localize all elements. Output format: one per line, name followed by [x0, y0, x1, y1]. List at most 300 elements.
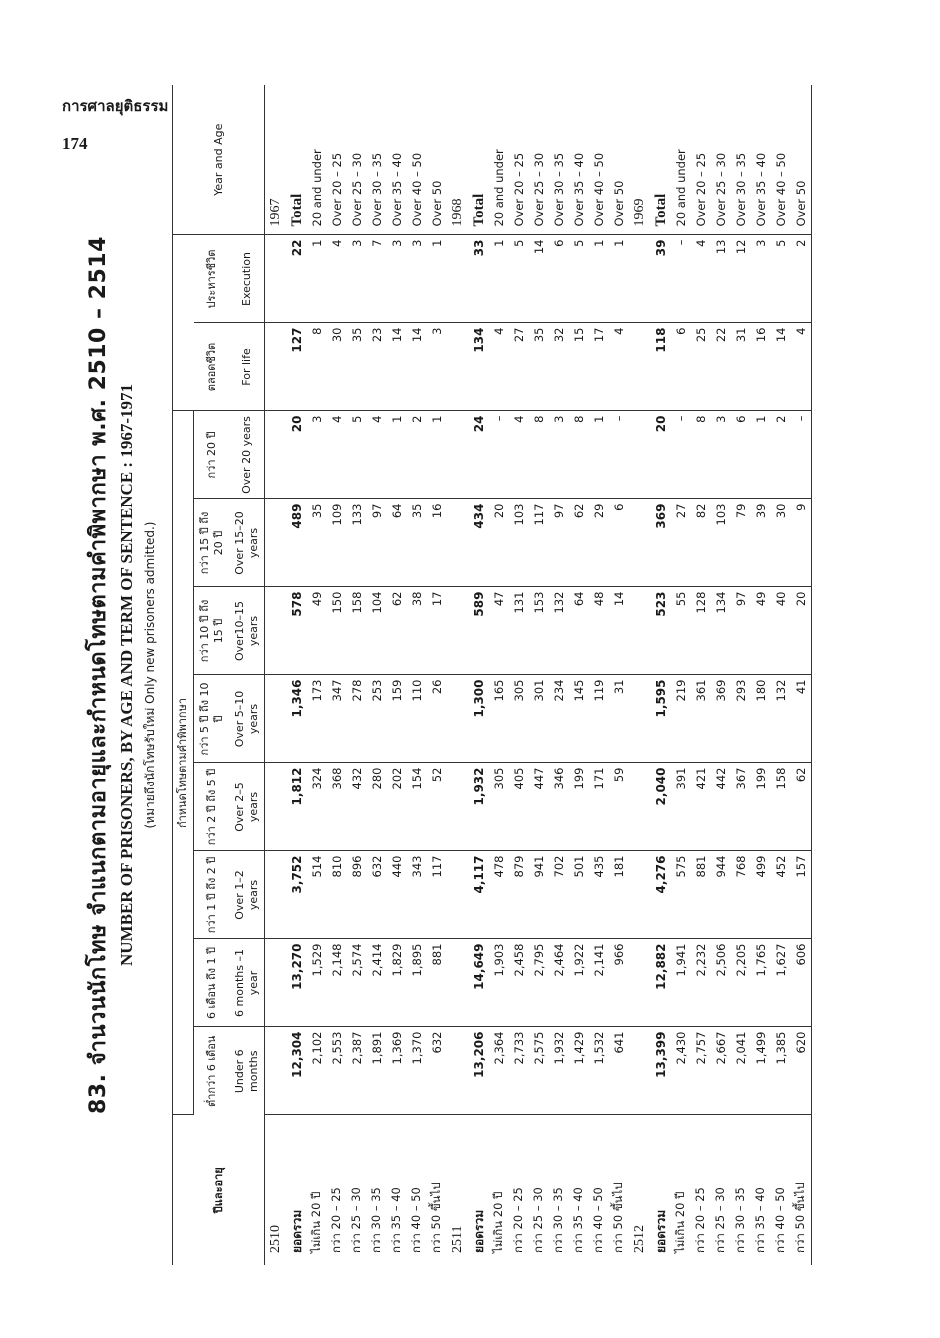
- value-cell: 158: [771, 763, 791, 851]
- value-cell: –: [671, 235, 691, 323]
- row-label-english: Over 35 – 40: [387, 85, 407, 235]
- page-number: 174: [62, 134, 88, 153]
- value-cell: 369: [711, 675, 731, 763]
- value-cell: 2,795: [529, 939, 549, 1027]
- value-cell: 52: [427, 763, 447, 851]
- value-cell: 35: [529, 323, 549, 411]
- empty-cell: [447, 411, 469, 499]
- empty-cell: [265, 675, 288, 763]
- value-cell: 2,458: [509, 939, 529, 1027]
- value-cell: 31: [609, 675, 629, 763]
- value-cell: 118: [651, 323, 671, 411]
- value-cell: 55: [671, 587, 691, 675]
- value-cell: 202: [387, 763, 407, 851]
- value-cell: 2,205: [731, 939, 751, 1027]
- table-titles: [80, 85, 168, 1265]
- value-cell: 173: [307, 675, 327, 763]
- value-cell: 131: [509, 587, 529, 675]
- value-cell: 1,922: [569, 939, 589, 1027]
- value-cell: 435: [589, 851, 609, 939]
- value-cell: 489: [287, 499, 307, 587]
- empty-cell: [447, 851, 469, 939]
- value-cell: 2,414: [367, 939, 387, 1027]
- value-cell: 3: [347, 235, 367, 323]
- value-cell: 499: [751, 851, 771, 939]
- row-label-english: 20 and under: [671, 85, 691, 235]
- value-cell: 39: [651, 235, 671, 323]
- value-cell: 434: [469, 499, 489, 587]
- value-cell: 1: [609, 235, 629, 323]
- table-row: [751, 85, 771, 1265]
- row-label-thai: กว่า 30 – 35: [369, 1187, 383, 1253]
- row-label-thai: ยอดรวม: [289, 1209, 304, 1253]
- value-cell: 452: [771, 851, 791, 939]
- value-cell: 27: [509, 323, 529, 411]
- year-label-thai: 2512: [632, 1225, 647, 1253]
- row-label-thai: ยอดรวม: [653, 1209, 668, 1253]
- table-row: [489, 85, 509, 1265]
- value-cell: 12: [731, 235, 751, 323]
- empty-cell: [447, 587, 469, 675]
- row-label-english: Over 20 – 25: [509, 85, 529, 235]
- year-label-thai: 2511: [450, 1225, 465, 1253]
- row-label-english: Total: [651, 85, 671, 235]
- row-label-english: Over 35 – 40: [569, 85, 589, 235]
- value-cell: –: [791, 411, 812, 499]
- empty-cell: [447, 763, 469, 851]
- row-label-english: Total: [469, 85, 489, 235]
- value-cell: 1,891: [367, 1027, 387, 1115]
- column-header-english: Over10–15 years: [230, 587, 265, 675]
- value-cell: 132: [771, 675, 791, 763]
- value-cell: 1: [751, 411, 771, 499]
- row-label-thai: ยอดรวม: [471, 1209, 486, 1253]
- table-row: [671, 85, 691, 1265]
- value-cell: 4: [489, 323, 509, 411]
- value-cell: 14: [609, 587, 629, 675]
- row-label-english: Total: [287, 85, 307, 235]
- column-header-english: For life: [230, 323, 265, 411]
- value-cell: 6: [731, 411, 751, 499]
- total-row: [287, 85, 307, 1265]
- table-row: [509, 85, 529, 1265]
- value-cell: 22: [711, 323, 731, 411]
- value-cell: 234: [549, 675, 569, 763]
- row-label-english: Over 50: [791, 85, 812, 235]
- value-cell: 1: [307, 235, 327, 323]
- value-cell: 391: [671, 763, 691, 851]
- column-header-thai: กว่า 5 ปี ถึง 10 ปี: [194, 675, 231, 763]
- value-cell: 97: [367, 499, 387, 587]
- empty-cell: [629, 235, 651, 323]
- value-cell: 31: [731, 323, 751, 411]
- value-cell: 4: [327, 235, 347, 323]
- value-cell: 4: [509, 411, 529, 499]
- rotated-table-sheet: [80, 85, 880, 1265]
- value-cell: 4,276: [651, 851, 671, 939]
- value-cell: 1,499: [751, 1027, 771, 1115]
- column-header-thai: ประหารชีวิต: [194, 235, 231, 323]
- row-label-thai: กว่า 35 – 40: [753, 1187, 767, 1253]
- value-cell: 442: [711, 763, 731, 851]
- year-label-english: 1967: [265, 85, 288, 235]
- value-cell: 8: [691, 411, 711, 499]
- value-cell: 6: [671, 323, 691, 411]
- column-header-english: Under 6 months: [230, 1027, 265, 1115]
- value-cell: 2,040: [651, 763, 671, 851]
- table-row: [731, 85, 751, 1265]
- value-cell: 2,667: [711, 1027, 731, 1115]
- total-row: [651, 85, 671, 1265]
- value-cell: 280: [367, 763, 387, 851]
- row-label-thai: กว่า 40 – 50: [409, 1187, 423, 1253]
- column-header-thai: กว่า 10 ปี ถึง 15 ปี: [194, 587, 231, 675]
- row-label-thai: กว่า 30 – 35: [551, 1187, 565, 1253]
- value-cell: 29: [589, 499, 609, 587]
- value-cell: 117: [427, 851, 447, 939]
- value-cell: 1: [387, 411, 407, 499]
- value-cell: 421: [691, 763, 711, 851]
- table-row: [327, 85, 347, 1265]
- value-cell: 2,387: [347, 1027, 367, 1115]
- row-label-english: 20 and under: [489, 85, 509, 235]
- value-cell: 1,346: [287, 675, 307, 763]
- value-cell: 35: [347, 323, 367, 411]
- table-title-thai: 83. จำนวนนักโทษ จำแนกตามอายุและกำหนดโทษตามคำพิพากษา พ.ศ. 2510 – 2514: [86, 236, 111, 1114]
- value-cell: 501: [569, 851, 589, 939]
- value-cell: 1,903: [489, 939, 509, 1027]
- value-cell: 514: [307, 851, 327, 939]
- table-row: [549, 85, 569, 1265]
- value-cell: 199: [569, 763, 589, 851]
- row-label-english: Over 20 – 25: [327, 85, 347, 235]
- value-cell: 405: [509, 763, 529, 851]
- empty-cell: [629, 939, 651, 1027]
- value-cell: 2,364: [489, 1027, 509, 1115]
- value-cell: 2,574: [347, 939, 367, 1027]
- table-body: [265, 85, 812, 1265]
- value-cell: 2,041: [731, 1027, 751, 1115]
- value-cell: 181: [609, 851, 629, 939]
- value-cell: 219: [671, 675, 691, 763]
- table-row: [387, 85, 407, 1265]
- value-cell: 5: [771, 235, 791, 323]
- empty-cell: [447, 499, 469, 587]
- value-cell: 1,765: [751, 939, 771, 1027]
- prisoners-table: [172, 85, 812, 1265]
- value-cell: 17: [589, 323, 609, 411]
- value-cell: 25: [691, 323, 711, 411]
- value-cell: 293: [731, 675, 751, 763]
- year-label-english: 1969: [629, 85, 651, 235]
- value-cell: 119: [589, 675, 609, 763]
- value-cell: 1: [427, 411, 447, 499]
- value-cell: 641: [609, 1027, 629, 1115]
- value-cell: 1,932: [549, 1027, 569, 1115]
- value-cell: 606: [791, 939, 812, 1027]
- value-cell: 3: [307, 411, 327, 499]
- row-label-thai: กว่า 20 – 25: [329, 1187, 343, 1253]
- value-cell: 944: [711, 851, 731, 939]
- value-cell: 26: [427, 675, 447, 763]
- value-cell: 941: [529, 851, 549, 939]
- value-cell: 127: [287, 323, 307, 411]
- column-header-english: Over 5–10 years: [230, 675, 265, 763]
- value-cell: 440: [387, 851, 407, 939]
- value-cell: 97: [731, 587, 751, 675]
- value-cell: 109: [327, 499, 347, 587]
- year-row: [447, 85, 469, 1265]
- value-cell: 1: [427, 235, 447, 323]
- empty-cell: [265, 851, 288, 939]
- value-cell: 48: [589, 587, 609, 675]
- value-cell: 62: [791, 763, 812, 851]
- value-cell: 33: [469, 235, 489, 323]
- stub-head-english: Year and Age: [173, 85, 265, 235]
- row-label-thai: กว่า 20 – 25: [511, 1187, 525, 1253]
- value-cell: 2,430: [671, 1027, 691, 1115]
- value-cell: 128: [691, 587, 711, 675]
- value-cell: 343: [407, 851, 427, 939]
- value-cell: 2: [771, 411, 791, 499]
- value-cell: 154: [407, 763, 427, 851]
- value-cell: 5: [509, 235, 529, 323]
- value-cell: 14: [529, 235, 549, 323]
- value-cell: 20: [791, 587, 812, 675]
- value-cell: 158: [347, 587, 367, 675]
- column-header-thai: ต่ำกว่า 6 เดือน: [205, 1035, 218, 1107]
- value-cell: 447: [529, 763, 549, 851]
- table-row: [407, 85, 427, 1265]
- value-cell: 1,941: [671, 939, 691, 1027]
- value-cell: 253: [367, 675, 387, 763]
- value-cell: 103: [711, 499, 731, 587]
- column-header-english: Execution: [230, 235, 265, 323]
- value-cell: 1,895: [407, 939, 427, 1027]
- empty-cell: [447, 1027, 469, 1115]
- value-cell: 1,429: [569, 1027, 589, 1115]
- value-cell: 8: [307, 323, 327, 411]
- value-cell: 1: [489, 235, 509, 323]
- value-cell: 8: [529, 411, 549, 499]
- year-row: [629, 85, 651, 1265]
- empty-cell: [447, 235, 469, 323]
- row-label-english: Over 40 – 50: [771, 85, 791, 235]
- value-cell: 13,206: [469, 1027, 489, 1115]
- row-label-thai: กว่า 50 ขึ้นไป: [791, 1115, 812, 1265]
- value-cell: 301: [529, 675, 549, 763]
- value-cell: 145: [569, 675, 589, 763]
- value-cell: 103: [509, 499, 529, 587]
- row-label-thai: กว่า 25 – 30: [531, 1187, 545, 1253]
- empty-cell: [447, 939, 469, 1027]
- row-label-thai: กว่า 25 – 30: [349, 1187, 363, 1253]
- value-cell: 1,385: [771, 1027, 791, 1115]
- value-cell: 32: [549, 323, 569, 411]
- empty-cell: [265, 587, 288, 675]
- value-cell: 13,270: [287, 939, 307, 1027]
- value-cell: 7: [367, 235, 387, 323]
- value-cell: 14: [771, 323, 791, 411]
- total-row: [469, 85, 489, 1265]
- value-cell: 879: [509, 851, 529, 939]
- running-header: การศาลยุติธรรม: [62, 97, 169, 115]
- column-header-thai: กว่า 20 ปี: [194, 411, 231, 499]
- table-header: [173, 85, 265, 1265]
- value-cell: 5: [347, 411, 367, 499]
- value-cell: 15: [569, 323, 589, 411]
- empty-cell: [629, 499, 651, 587]
- value-cell: 966: [609, 939, 629, 1027]
- column-header-english: Over 20 years: [230, 411, 265, 499]
- value-cell: 2: [407, 411, 427, 499]
- value-cell: 59: [609, 763, 629, 851]
- value-cell: 4: [791, 323, 812, 411]
- row-label-english: Over 25 – 30: [711, 85, 731, 235]
- value-cell: 12,304: [287, 1027, 307, 1115]
- table-row: [347, 85, 367, 1265]
- value-cell: 30: [327, 323, 347, 411]
- value-cell: 23: [367, 323, 387, 411]
- value-cell: 896: [347, 851, 367, 939]
- row-label-thai: ไม่เกิน 20 ปี: [673, 1191, 687, 1253]
- value-cell: 2,232: [691, 939, 711, 1027]
- column-header-english: Over 1–2 years: [230, 851, 265, 939]
- value-cell: 347: [327, 675, 347, 763]
- value-cell: 2,506: [711, 939, 731, 1027]
- value-cell: 361: [691, 675, 711, 763]
- table-row: [569, 85, 589, 1265]
- value-cell: 40: [771, 587, 791, 675]
- value-cell: 632: [367, 851, 387, 939]
- row-label-thai: กว่า 50 ขึ้นไป: [611, 1182, 625, 1253]
- column-header-thai: ตลอดชีวิต: [194, 323, 231, 411]
- value-cell: 2: [791, 235, 812, 323]
- value-cell: 3,752: [287, 851, 307, 939]
- value-cell: 134: [711, 587, 731, 675]
- value-cell: 62: [387, 587, 407, 675]
- value-cell: 368: [327, 763, 347, 851]
- table-row: [791, 85, 812, 1265]
- value-cell: 39: [751, 499, 771, 587]
- row-label-thai: กว่า 20 – 25: [693, 1187, 707, 1253]
- value-cell: 346: [549, 763, 569, 851]
- value-cell: 132: [549, 587, 569, 675]
- value-cell: 6: [549, 235, 569, 323]
- row-label-thai: กว่า 25 – 30: [713, 1187, 727, 1253]
- row-label-english: Over 50: [609, 85, 629, 235]
- value-cell: 171: [589, 763, 609, 851]
- stub-head-thai: ปีและอายุ: [173, 1115, 265, 1265]
- value-cell: 2,102: [307, 1027, 327, 1115]
- value-cell: 13,399: [651, 1027, 671, 1115]
- value-cell: 159: [387, 675, 407, 763]
- value-cell: 64: [387, 499, 407, 587]
- value-cell: 16: [427, 499, 447, 587]
- value-cell: 4: [367, 411, 387, 499]
- empty-cell: [629, 675, 651, 763]
- value-cell: 810: [327, 851, 347, 939]
- value-cell: 49: [307, 587, 327, 675]
- value-cell: 117: [529, 499, 549, 587]
- value-cell: 881: [427, 939, 447, 1027]
- table-row: [307, 85, 327, 1265]
- value-cell: 478: [489, 851, 509, 939]
- row-label-thai: กว่า 35 – 40: [571, 1187, 585, 1253]
- value-cell: 14: [387, 323, 407, 411]
- row-label-english: Over 40 – 50: [407, 85, 427, 235]
- value-cell: 2,575: [529, 1027, 549, 1115]
- value-cell: 4: [327, 411, 347, 499]
- value-cell: 1,532: [589, 1027, 609, 1115]
- empty-cell: [629, 1027, 651, 1115]
- empty-cell: [265, 499, 288, 587]
- value-cell: 1,529: [307, 939, 327, 1027]
- value-cell: 180: [751, 675, 771, 763]
- year-row: [265, 85, 288, 1265]
- empty-cell: [629, 323, 651, 411]
- row-label-english: Over 30 – 35: [731, 85, 751, 235]
- value-cell: 134: [469, 323, 489, 411]
- value-cell: 278: [347, 675, 367, 763]
- row-label-english: 20 and under: [307, 85, 327, 235]
- table-subtitle: (หมายถึงนักโทษรับใหม่ Only new prisoners admitted.): [143, 521, 157, 829]
- value-cell: 702: [549, 851, 569, 939]
- value-cell: 79: [731, 499, 751, 587]
- value-cell: 1: [589, 235, 609, 323]
- empty-cell: [265, 939, 288, 1027]
- value-cell: 432: [347, 763, 367, 851]
- value-cell: 324: [307, 763, 327, 851]
- table-row: [367, 85, 387, 1265]
- table-row: [589, 85, 609, 1265]
- empty-cell: [629, 587, 651, 675]
- column-header-thai: กว่า 1 ปี ถึง 2 ปี: [194, 851, 231, 939]
- value-cell: 2,464: [549, 939, 569, 1027]
- column-header-english: Over 15–20 years: [230, 499, 265, 587]
- row-label-english: Over 20 – 25: [691, 85, 711, 235]
- empty-cell: [629, 851, 651, 939]
- empty-cell: [629, 411, 651, 499]
- empty-cell: [265, 323, 288, 411]
- row-label-english: Over 50: [427, 85, 447, 235]
- value-cell: 38: [407, 587, 427, 675]
- value-cell: 2,757: [691, 1027, 711, 1115]
- value-cell: 104: [367, 587, 387, 675]
- group-header-sentence-thai: กำหนดโทษตามคำพิพากษา: [173, 411, 194, 1115]
- value-cell: 3: [407, 235, 427, 323]
- value-cell: 3: [711, 411, 731, 499]
- row-label-english: Over 25 – 30: [529, 85, 549, 235]
- value-cell: 24: [469, 411, 489, 499]
- table-row: [771, 85, 791, 1265]
- column-header-thai: 6 เดือน ถึง 1 ปี: [194, 939, 231, 1027]
- year-label-english: 1968: [447, 85, 469, 235]
- value-cell: 133: [347, 499, 367, 587]
- empty-cell: [629, 763, 651, 851]
- value-cell: 64: [569, 587, 589, 675]
- value-cell: 2,141: [589, 939, 609, 1027]
- value-cell: 523: [651, 587, 671, 675]
- value-cell: 305: [489, 763, 509, 851]
- row-label-english: Over 30 – 35: [549, 85, 569, 235]
- value-cell: 49: [751, 587, 771, 675]
- row-label-english: Over 30 – 35: [367, 85, 387, 235]
- value-cell: 35: [307, 499, 327, 587]
- value-cell: 575: [671, 851, 691, 939]
- row-label-thai: กว่า 40 – 50: [773, 1187, 787, 1253]
- value-cell: 150: [327, 587, 347, 675]
